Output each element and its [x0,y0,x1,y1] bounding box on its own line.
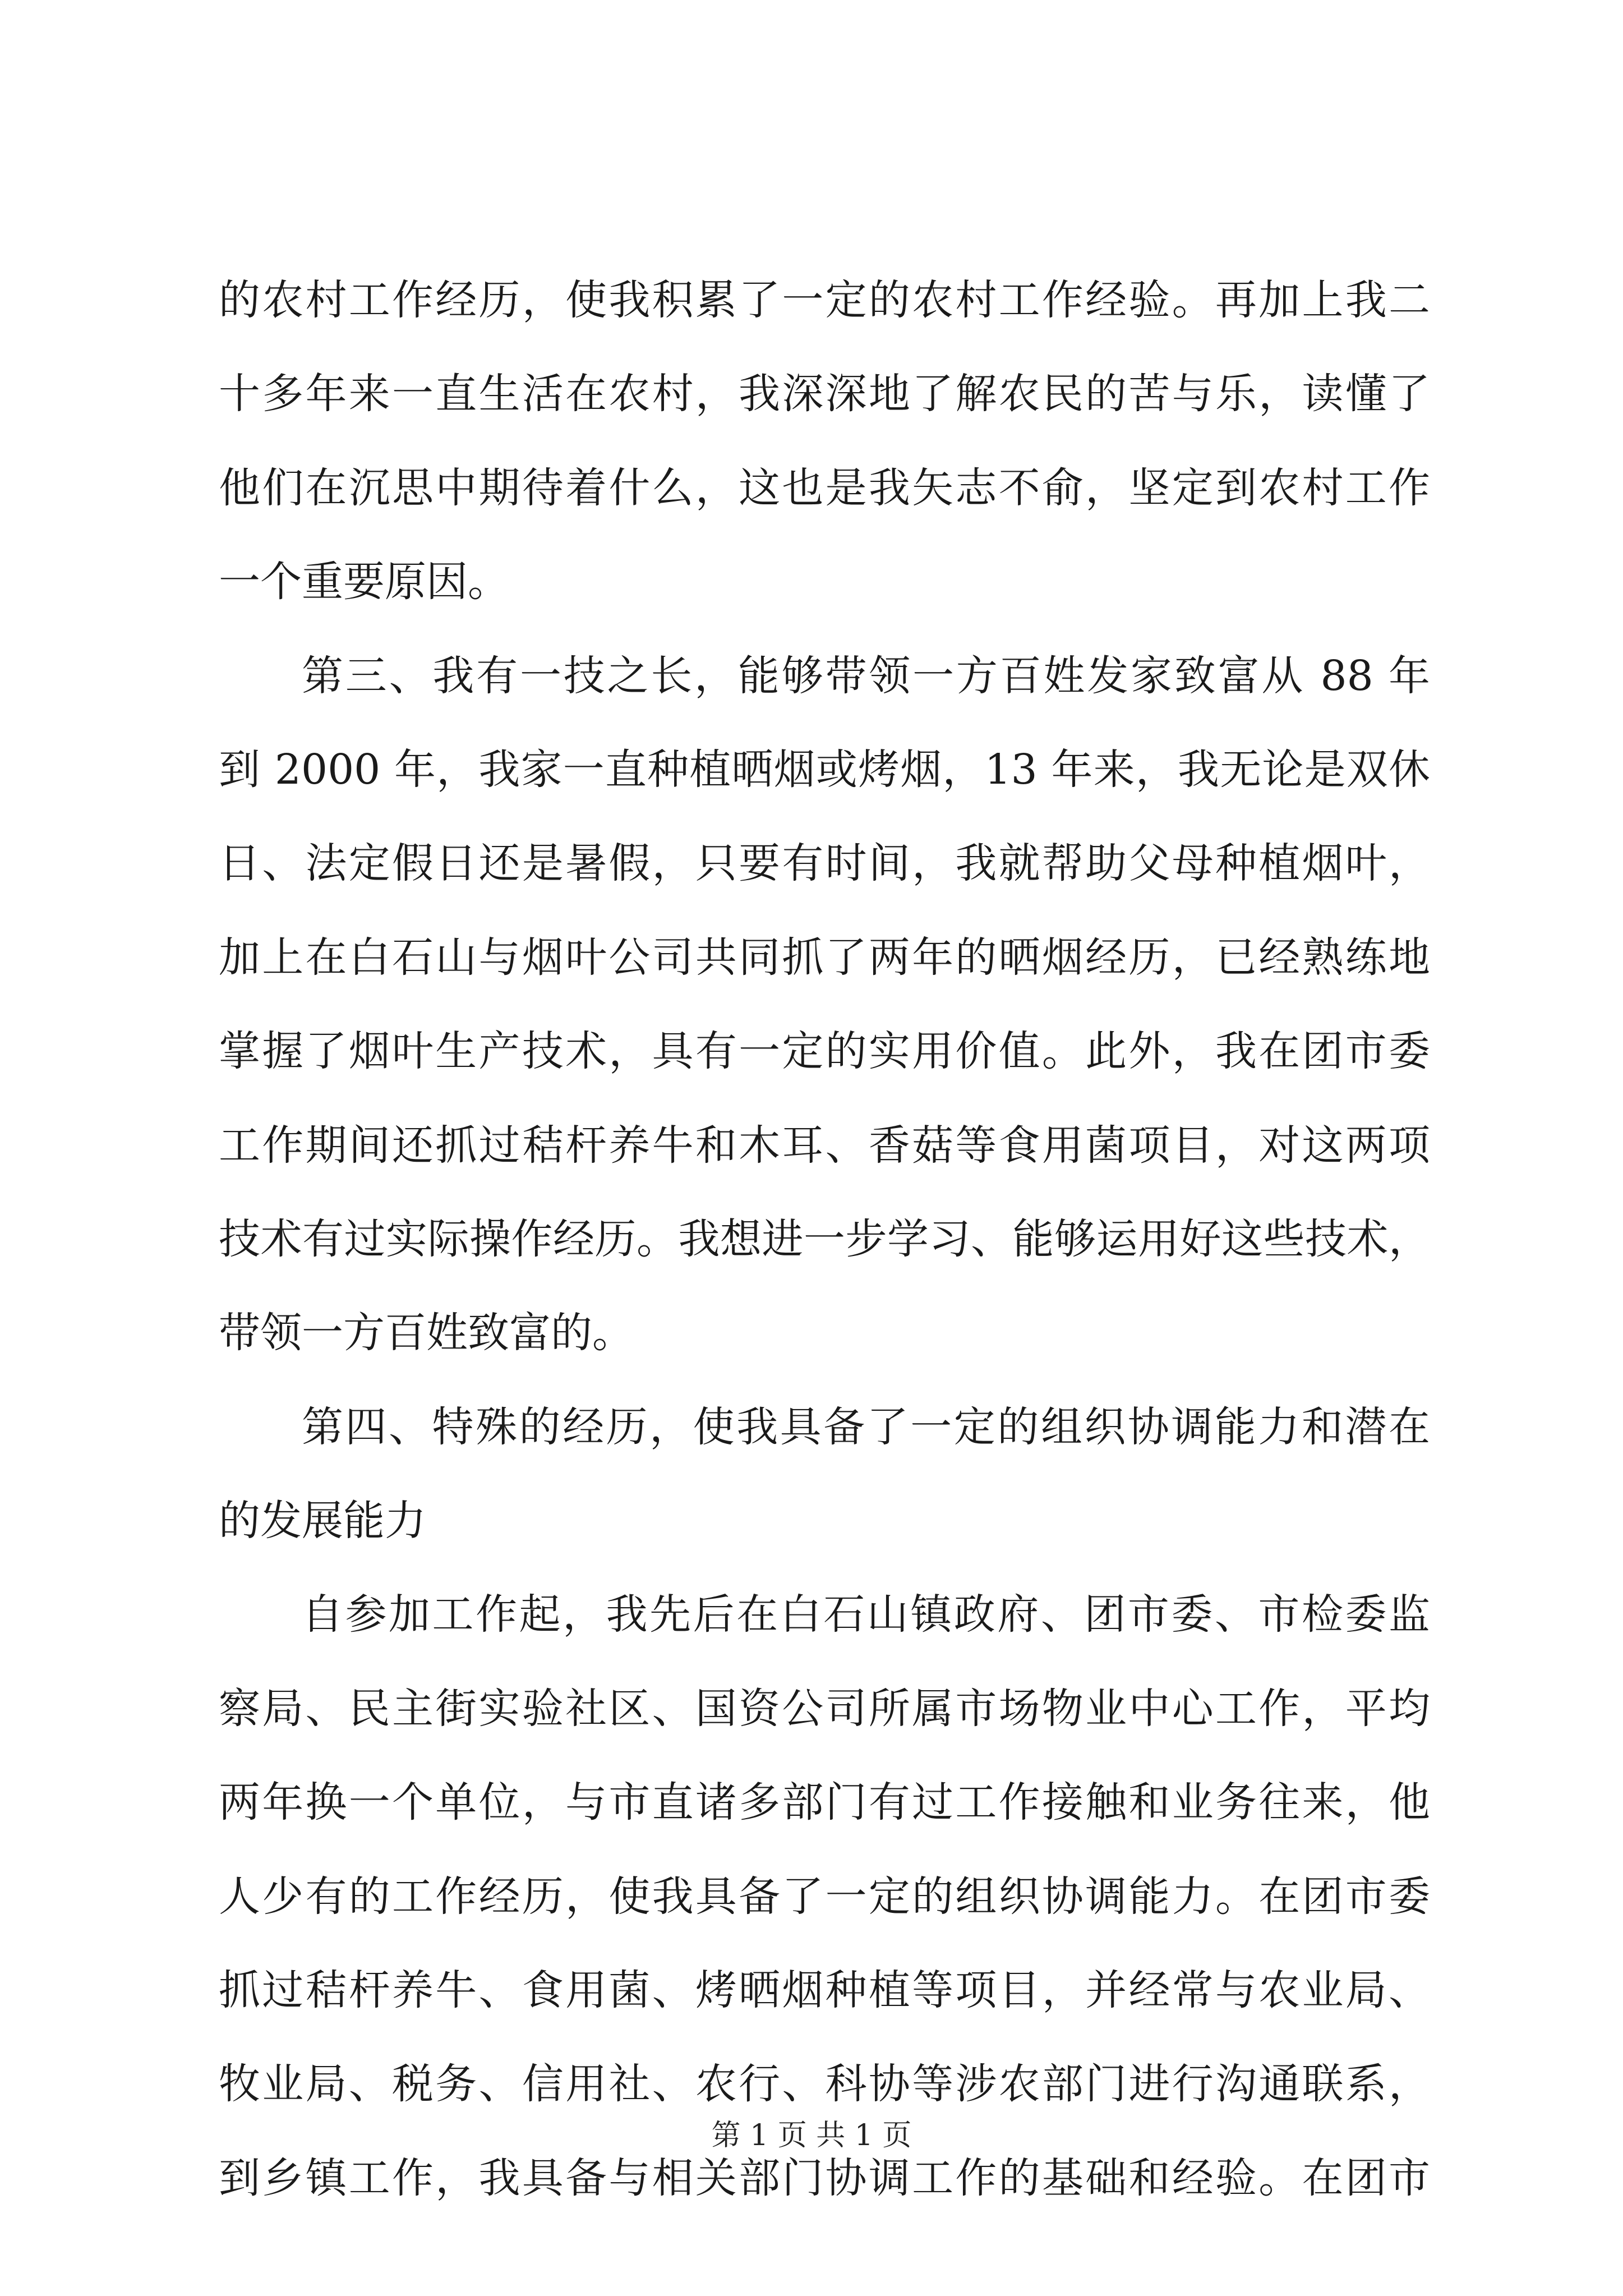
text-line: 人少有的工作经历，使我具备了一定的组织协调能力。在团市委 [219,1872,1430,1921]
text-line: 带领一方百姓致富的。 [219,1309,634,1358]
text-line: 的农村工作经历，使我积累了一定的农村工作经验。再加上我二 [219,276,1430,324]
text-line: 到 2000 年，我家一直种植晒烟或烤烟，13 年来，我无论是双休 [219,745,1430,794]
text-line: 他们在沉思中期待着什么，这也是我矢志不俞，坚定到农村工作 [219,463,1430,512]
text-line: 的发展能力 [219,1497,426,1545]
text-line: 察局、民主街实验社区、国资公司所属市场物业中心工作，平均 [219,1684,1430,1733]
text-line: 牧业局、税务、信用社、农行、科协等涉农部门进行沟通联系， [219,2060,1430,2109]
text-line: 十多年来一直生活在农村，我深深地了解农民的苦与乐，读懂了 [219,370,1430,418]
text-line: 一个重要原因。 [219,558,509,606]
text-line: 技术有过实际操作经历。我想进一步学习、能够运用好这些技术， [219,1214,1430,1263]
text-line: 自参加工作起，我先后在白石山镇政府、团市委、市检委监 [302,1590,1430,1639]
text-line: 到乡镇工作，我具备与相关部门协调工作的基础和经验。在团市 [219,2154,1430,2202]
text-line: 加上在白石山与烟叶公司共同抓了两年的晒烟经历，已经熟练地 [219,933,1430,982]
text-line: 第三、我有一技之长，能够带领一方百姓发家致富从 88 年 [302,651,1430,700]
text-line: 日、法定假日还是暑假，只要有时间，我就帮助父母种植烟叶， [219,839,1430,888]
text-line: 工作期间还抓过秸杆养牛和木耳、香菇等食用菌项目，对这两项 [219,1121,1430,1170]
text-line: 两年换一个单位，与市直诸多部门有过工作接触和业务往来，他 [219,1778,1430,1827]
page-footer [0,2116,1623,2155]
text-line: 第四、特殊的经历，使我具备了一定的组织协调能力和潜在 [302,1402,1430,1451]
page-number: 第 1 页 共 1 页 [711,2119,912,2152]
body-text [219,254,1430,2225]
text-line: 抓过秸杆养牛、食用菌、烤晒烟种植等项目，并经常与农业局、 [219,1966,1430,2015]
text-line: 掌握了烟叶生产技术，具有一定的实用价值。此外，我在团市委 [219,1027,1430,1076]
